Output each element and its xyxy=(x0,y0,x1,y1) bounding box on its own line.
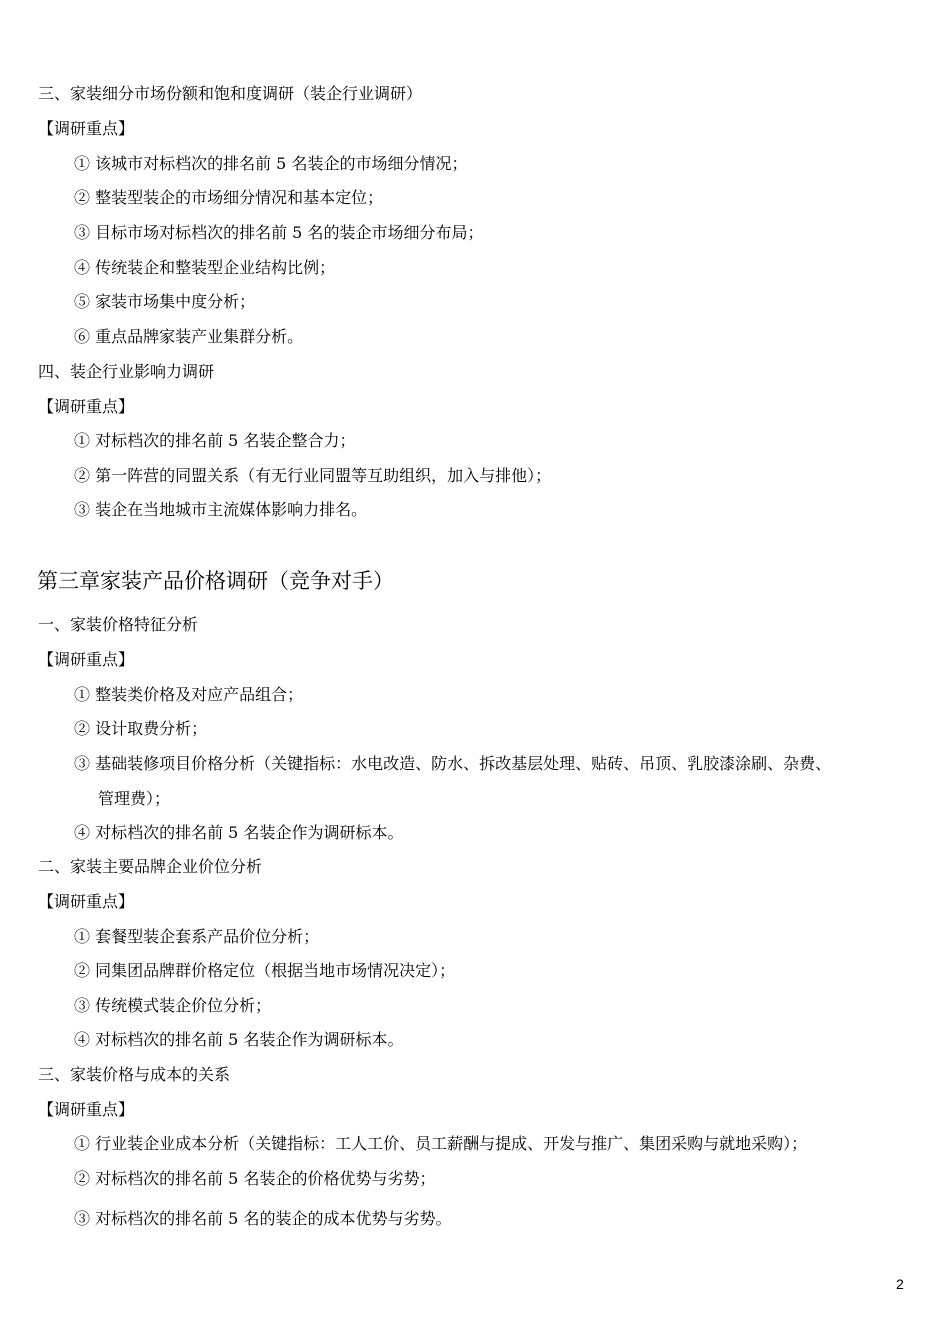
c3s2-focus-label: 【调研重点】 xyxy=(38,892,135,911)
c3s3-focus-label: 【调研重点】 xyxy=(38,1100,135,1119)
c3s1-item-4: ④ 对标档次的排名前 5 名装企作为调研标本。 xyxy=(74,823,404,842)
sec4-focus-label: 【调研重点】 xyxy=(38,397,135,416)
sec4-item-3: ③ 装企在当地城市主流媒体影响力排名。 xyxy=(74,500,368,519)
c3s2-item-1: ① 套餐型装企套系产品价位分析； xyxy=(74,927,320,946)
sec3-focus-label: 【调研重点】 xyxy=(38,119,135,138)
c3s2-item-4: ④ 对标档次的排名前 5 名装企作为调研标本。 xyxy=(74,1030,404,1049)
page-number: 2 xyxy=(896,1276,904,1292)
sec4-item-1: ① 对标档次的排名前 5 名装企整合力； xyxy=(74,431,356,450)
sec3-item-2: ② 整装型装企的市场细分情况和基本定位； xyxy=(74,188,384,207)
c3s3-item-2: ② 对标档次的排名前 5 名装企的价格优势与劣势； xyxy=(74,1169,436,1188)
sec4-title: 四、装企行业影响力调研 xyxy=(38,362,215,381)
sec3-item-3: ③ 目标市场对标档次的排名前 5 名的装企市场细分布局； xyxy=(74,223,484,242)
c3s2-title: 二、家装主要品牌企业价位分析 xyxy=(38,857,263,876)
c3s1-focus-label: 【调研重点】 xyxy=(38,650,135,669)
c3s1-item-1: ① 整装类价格及对应产品组合； xyxy=(74,685,304,704)
c3s2-item-2: ② 同集团品牌群价格定位（根据当地市场情况决定）； xyxy=(74,961,456,980)
c3s1-item-2: ② 设计取费分析； xyxy=(74,719,208,738)
c3s1-title: 一、家装价格特征分析 xyxy=(38,615,199,634)
chapter-title: 第三章家装产品价格调研（竞争对手） xyxy=(37,569,394,593)
c3s1-item-3: ③ 基础装修项目价格分析（关键指标：水电改造、防水、拆改基层处理、贴砖、吊顶、乳胶漆涂刷、杂费、 xyxy=(74,754,832,773)
c3s3-item-1: ① 行业装企业成本分析（关键指标：工人工价、员工薪酬与提成、开发与推广、集团采购与就地采购）； xyxy=(74,1134,808,1153)
sec3-item-4: ④ 传统装企和整装型企业结构比例； xyxy=(74,258,336,277)
sec3-item-1: ① 该城市对标档次的排名前 5 名装企的市场细分情况； xyxy=(74,154,468,173)
sec4-item-2: ② 第一阵营的同盟关系（有无行业同盟等互助组织，加入与排他）； xyxy=(74,466,552,485)
sec3-item-5: ⑤ 家装市场集中度分析； xyxy=(74,292,256,311)
c3s3-item-3: ③ 对标档次的排名前 5 名的装企的成本优势与劣势。 xyxy=(74,1209,452,1228)
c3s2-item-3: ③ 传统模式装企价位分析； xyxy=(74,996,272,1015)
c3s3-title: 三、家装价格与成本的关系 xyxy=(38,1065,231,1084)
c3s1-item-3-continued: 管理费）； xyxy=(98,789,171,808)
sec3-title: 三、家装细分市场份额和饱和度调研（装企行业调研） xyxy=(38,84,423,103)
sec3-item-6: ⑥ 重点品牌家装产业集群分析。 xyxy=(74,327,304,346)
